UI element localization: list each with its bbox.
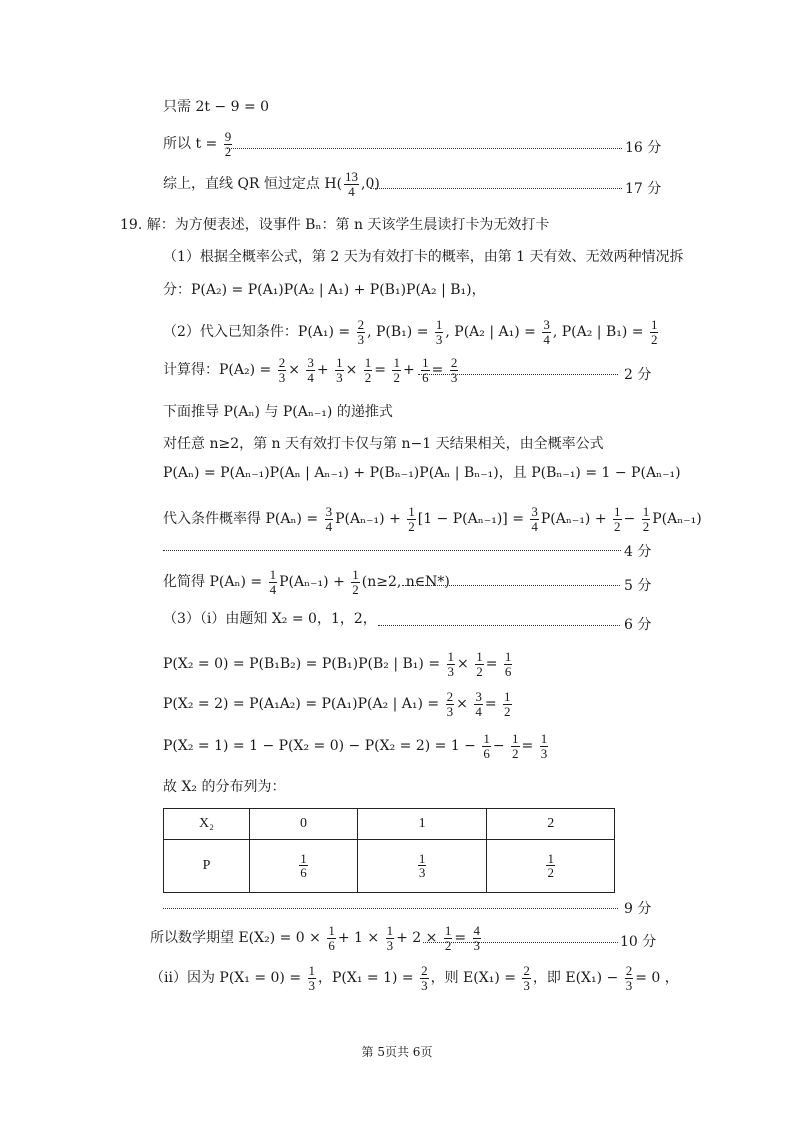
text: + 2 × xyxy=(396,930,438,947)
score-label: 5 分 xyxy=(624,578,652,594)
dotted-leader xyxy=(418,374,618,375)
fraction: $\frac{1}{2}$ xyxy=(476,649,483,679)
text: = 0 ， xyxy=(635,970,679,987)
operator: = xyxy=(484,696,497,713)
text-line: 对任意 n≥2，第 n 天有效打卡仅与第 n−1 天结果相关，由全概率公式 xyxy=(163,436,604,452)
operator: + xyxy=(402,362,415,379)
fraction: $\frac{1}{2}$ xyxy=(444,923,452,953)
table-row xyxy=(164,839,615,892)
text: 所以数学期望 E(X₂) = 0 × xyxy=(150,930,321,947)
question-heading: 19. 解：为方便表述，设事件 Bₙ：第 n 天该学生晨读打卡为无效打卡 xyxy=(120,217,550,233)
dotted-leader xyxy=(227,148,622,149)
text-line: 故 X₂ 的分布列为： xyxy=(163,779,286,795)
text: 化简得 P(Aₙ) = xyxy=(163,574,263,591)
fraction: $\frac{1}{2}$ xyxy=(650,317,658,347)
score-label: 2 分 xyxy=(624,367,652,383)
text: [1 − P(Aₙ₋₁)] = xyxy=(417,511,524,528)
text: （2）代入已知条件：P(A₁) = xyxy=(163,324,351,341)
fraction: $\frac{3}{4}$ xyxy=(475,689,482,719)
fraction: $\frac{1}{4}$ xyxy=(269,567,277,597)
table-row xyxy=(164,809,615,840)
text: ,0) xyxy=(361,176,380,193)
text-line: 只需 2t − 9 = 0 xyxy=(163,99,270,115)
formula-line xyxy=(150,964,679,992)
formula-line: 分：P(A₂) = P(A₁)P(A₂ | A₁) + P(B₁)P(A₂ | B₁)， xyxy=(163,282,486,298)
operator: × xyxy=(288,362,300,379)
text: ，P(X₁ = 1) = xyxy=(318,970,414,987)
formula-line xyxy=(163,130,234,158)
text: , P(A₂ | B₁) = xyxy=(552,324,644,341)
fraction: $\frac{1}{3}$ xyxy=(418,850,426,881)
operator: × xyxy=(456,696,468,713)
fraction: $\frac{1}{6}$ xyxy=(504,649,512,679)
fraction: $\frac{1}{6}$ xyxy=(328,923,335,953)
text: P(X₂ = 1) = 1 − P(X₂ = 0) − P(X₂ = 2) = 1 − xyxy=(163,738,476,755)
fraction: $\frac{3}{4}$ xyxy=(307,355,314,385)
operator: × xyxy=(345,362,358,379)
text-line: （3）（ⅰ）由题知 X₂ = 0，1，2， xyxy=(163,611,377,627)
operator: = xyxy=(485,656,498,673)
fraction: $\frac{2}{3}$ xyxy=(523,963,530,993)
text: 代入条件概率得 P(Aₙ) = xyxy=(163,511,319,528)
dotted-leader xyxy=(402,585,620,586)
text: 计算得：P(A₂) = xyxy=(163,362,272,379)
fraction: $\frac{1}{3}$ xyxy=(308,963,315,993)
score-label: 10 分 xyxy=(620,934,657,950)
fraction: $\frac{1}{2}$ xyxy=(364,355,372,385)
fraction: $\frac{1}{6}$ xyxy=(422,355,429,385)
fraction: $\frac{3}{4}$ xyxy=(543,317,550,347)
text: P(Aₙ₋₁) xyxy=(652,511,702,528)
text: , P(A₂ | A₁) = xyxy=(445,324,536,341)
fraction: $\frac{3}{4}$ xyxy=(325,504,333,534)
fraction: $\frac{1}{2}$ xyxy=(408,504,415,534)
formula-line xyxy=(163,356,460,384)
text: 综上，直线 QR 恒过定点 H( xyxy=(163,176,343,193)
operator: + xyxy=(316,362,329,379)
table-cell xyxy=(487,839,615,892)
text-line: 下面推导 P(Aₙ) 与 P(Aₙ₋₁) 的递推式 xyxy=(163,404,393,420)
fraction: $\frac{2}{3}$ xyxy=(357,317,365,347)
table-header-cell: 1 xyxy=(357,809,487,840)
formula-line xyxy=(163,170,380,198)
text: 所以 t = xyxy=(163,136,218,153)
fraction: $\frac{9}{2}$ xyxy=(224,129,232,159)
text: P(X₂ = 0) = P(B₁B₂) = P(B₁)P(B₂ | B₁) = xyxy=(163,656,441,673)
fraction: $\frac{1}{3}$ xyxy=(386,923,394,953)
text: , P(B₁) = xyxy=(367,324,429,341)
text: ，则 E(X₁) = xyxy=(430,970,516,987)
score-label: 6 分 xyxy=(624,617,652,633)
dotted-leader xyxy=(163,550,621,551)
table-cell: P xyxy=(164,839,250,892)
fraction: $\frac{2}{3}$ xyxy=(625,963,633,993)
text: (n≥2, n∈N*) xyxy=(361,574,450,591)
operator: × xyxy=(457,656,469,673)
table-header-cell: 0 xyxy=(250,809,358,840)
operator: = xyxy=(454,930,467,947)
fraction: $\frac{3}{4}$ xyxy=(531,504,538,534)
operator: − xyxy=(492,738,505,755)
fraction: $\frac{1}{2}$ xyxy=(504,689,511,719)
text: + 1 × xyxy=(337,930,380,947)
fraction: $\frac{1}{3}$ xyxy=(447,649,455,679)
operator: = xyxy=(374,362,386,379)
table-cell xyxy=(357,839,487,892)
fraction: $\frac{1}{2}$ xyxy=(512,731,519,761)
formula-line xyxy=(163,732,550,760)
page-footer: 第 5页共 6页 xyxy=(361,1045,433,1059)
fraction: $\frac{2}{3}$ xyxy=(450,355,458,385)
fraction: $\frac{1}{6}$ xyxy=(483,731,490,761)
formula-line xyxy=(163,318,660,346)
fraction: $\frac{13}{4}$ xyxy=(345,169,359,199)
fraction: $\frac{1}{2}$ xyxy=(393,355,400,385)
fraction: $\frac{4}{3}$ xyxy=(473,923,481,953)
distribution-table xyxy=(163,808,615,893)
score-label: 4 分 xyxy=(624,544,652,560)
formula-line xyxy=(163,690,514,718)
operator: − xyxy=(623,511,636,528)
text: （ⅱ）因为 P(X₁ = 0) = xyxy=(150,970,302,987)
formula-line: P(Aₙ) = P(Aₙ₋₁)P(Aₙ | Aₙ₋₁) + P(Bₙ₋₁)P(Aₙ | Bₙ₋₁)，且 P(Bₙ₋₁) = 1 − P(Aₙ₋₁) xyxy=(163,465,681,481)
fraction: $\frac{1}{2}$ xyxy=(642,504,650,534)
dotted-leader xyxy=(370,188,622,189)
fraction: $\frac{1}{2}$ xyxy=(614,504,621,534)
dotted-leader xyxy=(423,942,618,943)
text: P(X₂ = 2) = P(A₁A₂) = P(A₁)P(A₂ | A₁) = xyxy=(163,696,440,713)
fraction: $\frac{2}{3}$ xyxy=(421,963,428,993)
score-label: 16 分 xyxy=(625,140,662,156)
table-header-cell: X₂ xyxy=(164,809,250,840)
operator: = xyxy=(431,362,444,379)
formula-line xyxy=(163,505,702,533)
score-label: 17 分 xyxy=(625,181,662,197)
fraction: $\frac{2}{3}$ xyxy=(446,689,454,719)
fraction: $\frac{1}{3}$ xyxy=(336,355,343,385)
fraction: $\frac{1}{2}$ xyxy=(547,850,554,881)
fraction: $\frac{2}{3}$ xyxy=(278,355,286,385)
fraction: $\frac{1}{3}$ xyxy=(435,317,443,347)
score-label: 9 分 xyxy=(624,901,652,917)
formula-line xyxy=(150,924,483,952)
text: P(Aₙ₋₁) + xyxy=(279,574,345,591)
text: ，即 E(X₁) − xyxy=(532,970,619,987)
table-header-cell: 2 xyxy=(487,809,615,840)
table-cell xyxy=(250,839,358,892)
text: P(Aₙ₋₁) + xyxy=(335,511,401,528)
dotted-leader xyxy=(378,625,620,626)
fraction: $\frac{1}{6}$ xyxy=(300,850,307,881)
text-line: （1）根据全概率公式，第 2 天为有效打卡的概率，由第 1 天有效、无效两种情况拆 xyxy=(163,249,684,265)
dotted-leader xyxy=(163,908,618,909)
fraction: $\frac{1}{3}$ xyxy=(540,731,548,761)
operator: = xyxy=(521,738,534,755)
text: P(Aₙ₋₁) + xyxy=(540,511,607,528)
formula-line xyxy=(163,568,450,596)
fraction: $\frac{1}{2}$ xyxy=(352,567,359,597)
formula-line xyxy=(163,650,514,678)
